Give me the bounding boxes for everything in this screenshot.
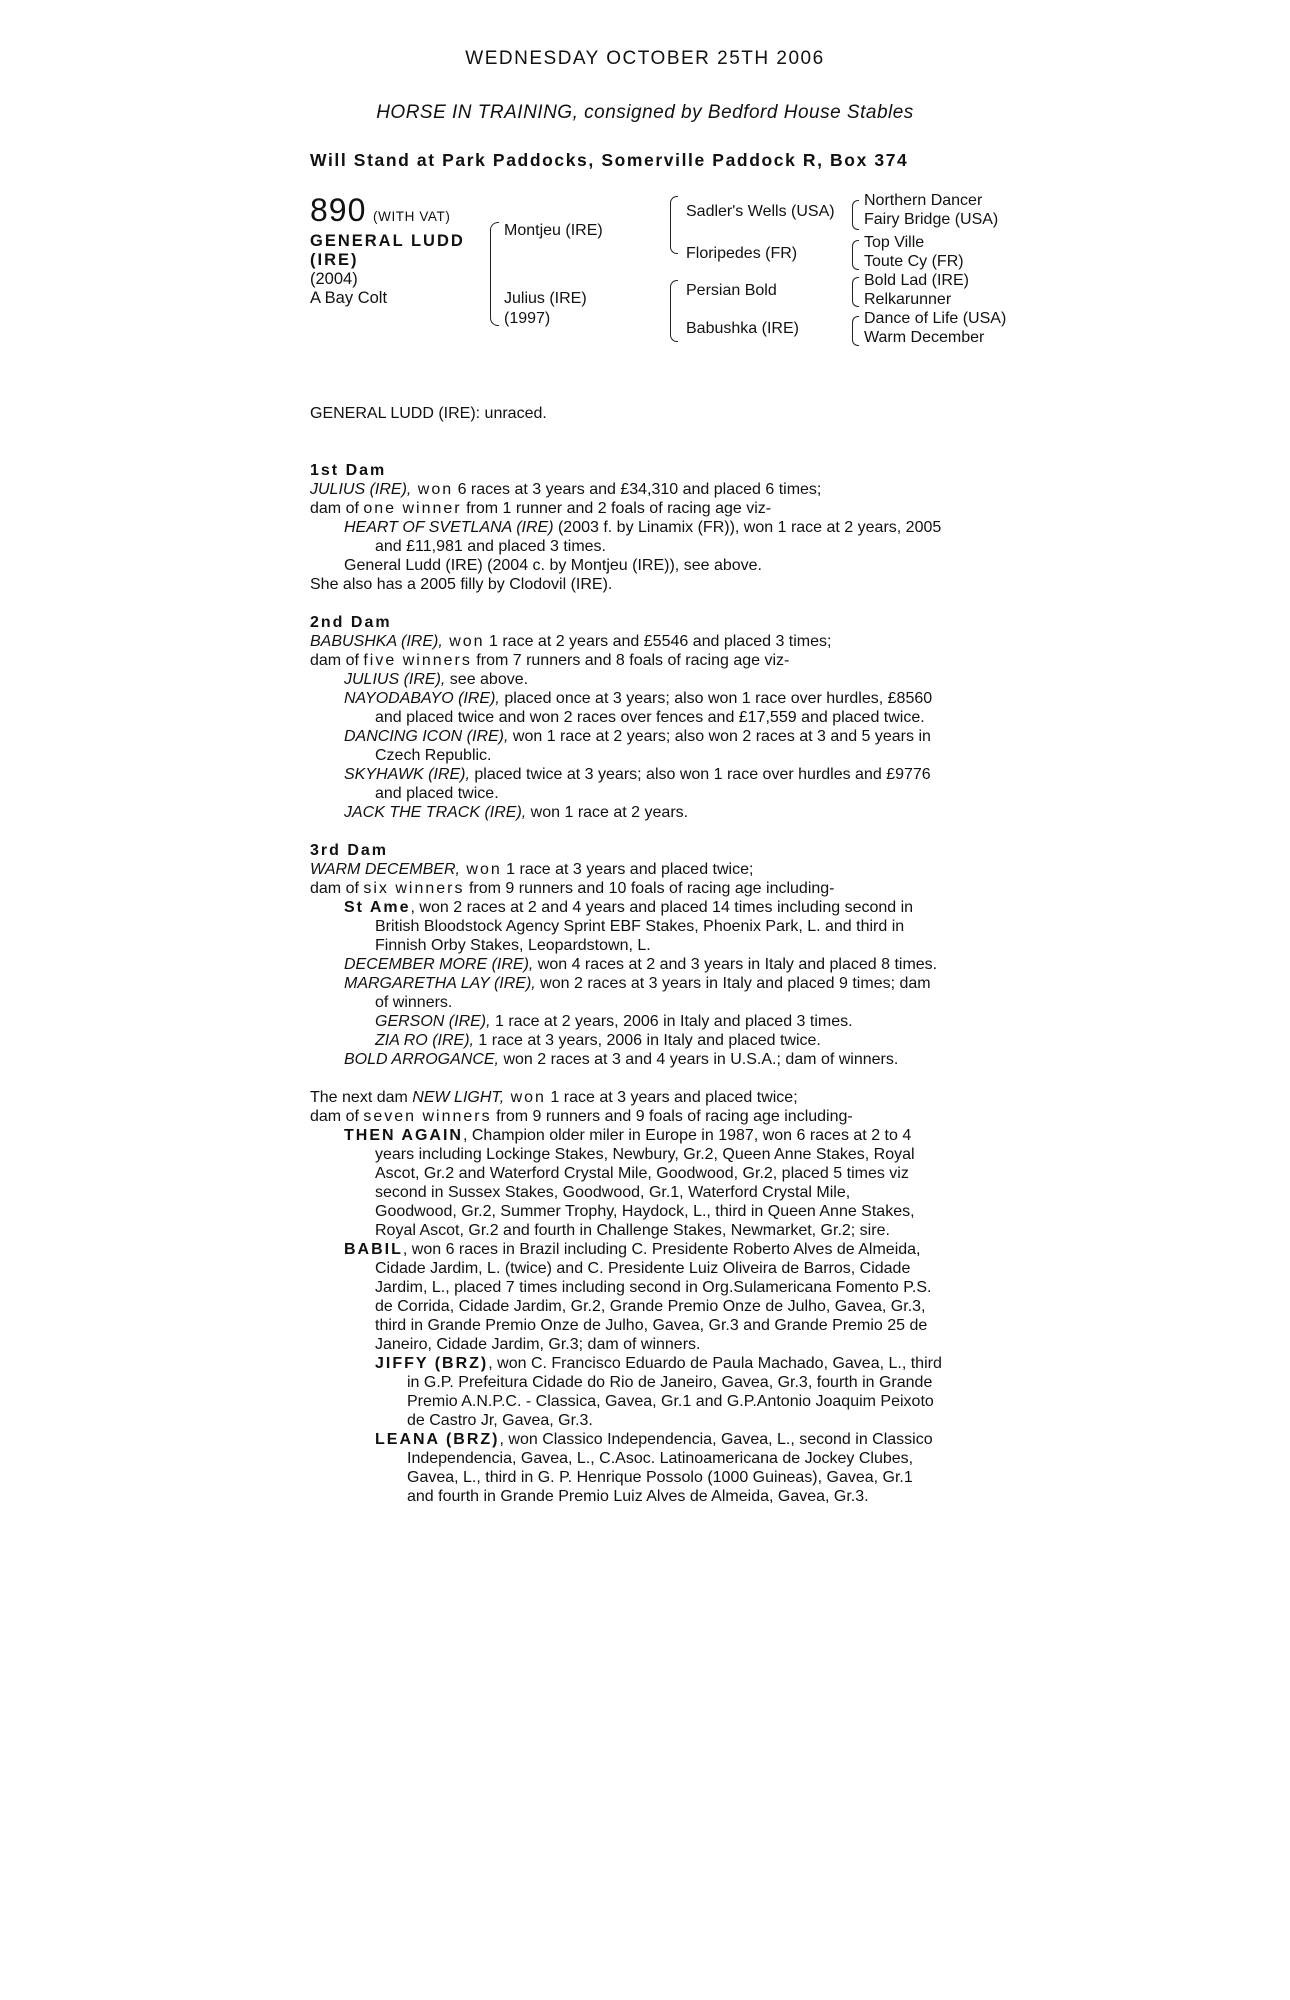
dam4-line: LEANA (BRZ), won Classico Independencia, Gavea, L., second in Classico	[375, 1431, 933, 1448]
dam3-line: BOLD ARROGANCE, won 2 races at 3 and 4 years in U.S.A.; dam of winners.	[344, 1051, 899, 1068]
dam2-line: SKYHAWK (IRE), placed twice at 3 years; also won 1 race over hurdles and £9776	[344, 766, 931, 783]
dam1-heading: 1st Dam	[310, 462, 387, 479]
dam4-line: Ascot, Gr.2 and Waterford Crystal Mile, Goodwood, Gr.2, placed 5 times viz	[375, 1165, 909, 1182]
pedigree-sdd: Toute Cy (FR)	[864, 253, 964, 270]
dam2-line: NAYODABAYO (IRE), placed once at 3 years; also won 1 race over hurdles, £8560	[344, 690, 933, 707]
pedigree-ssd: Fairy Bridge (USA)	[864, 211, 999, 228]
pedigree-sire-dam: Floripedes (FR)	[686, 245, 798, 262]
pedigree-dam-year: (1997)	[504, 310, 551, 327]
dam2-heading: 2nd Dam	[310, 614, 392, 631]
pedigree-dss: Bold Lad (IRE)	[864, 272, 969, 289]
dam4-line: Cidade Jardim, L. (twice) and C. Presidente Luiz Oliveira de Barros, Cidade	[375, 1260, 911, 1277]
pedigree-notes	[310, 404, 1010, 1506]
dam1-line: dam of one winner from 1 runner and 2 foals of racing age viz-	[310, 500, 772, 517]
dam3-line: British Bloodstock Agency Sprint EBF Stakes, Phoenix Park, L. and third in	[375, 918, 905, 935]
dam3-line: DECEMBER MORE (IRE), won 4 races at 2 and 3 years in Italy and placed 8 times.	[344, 956, 938, 973]
gen3-bracket-1	[852, 200, 859, 230]
dam2-line: JACK THE TRACK (IRE), won 1 race at 2 years.	[344, 804, 689, 821]
dam4-line: Premio A.N.P.C. - Classica, Gavea, Gr.1 and G.P.Antonio Joaquim Peixoto	[407, 1393, 934, 1410]
dam4-line: third in Grande Premio Onze de Julho, Gavea, Gr.3 and Grande Premio 25 de	[375, 1317, 928, 1334]
dam4-line: years including Lockinge Stakes, Newbury, Gr.2, Queen Anne Stakes, Royal	[375, 1146, 915, 1163]
dam3-line: MARGARETHA LAY (IRE), won 2 races at 3 years in Italy and placed 9 times; dam	[344, 975, 931, 992]
pedigree-dam: Julius (IRE)	[504, 290, 587, 307]
sale-date: WEDNESDAY OCTOBER 25TH 2006	[465, 48, 825, 69]
dam4-line: Janeiro, Cidade Jardim, Gr.3; dam of winners.	[375, 1336, 701, 1353]
dam-parents-bracket	[670, 280, 678, 342]
dam4-line: de Castro Jr, Gavea, Gr.3.	[407, 1412, 593, 1429]
pedigree-dsd: Relkarunner	[864, 291, 952, 308]
horse-name-line2: (IRE)	[310, 251, 359, 269]
dam4-line: Independencia, Gavea, L., C.Asoc. Latinoamericana de Jockey Clubes,	[407, 1450, 914, 1467]
gen3-bracket-3	[852, 277, 859, 307]
horse-info	[310, 270, 387, 308]
dam1-line: General Ludd (IRE) (2004 c. by Montjeu (IRE)), see above.	[344, 557, 762, 574]
dam4-line: second in Sussex Stakes, Goodwood, Gr.1, Waterford Crystal Mile,	[375, 1184, 851, 1201]
pedigree-sds: Top Ville	[864, 234, 925, 251]
dam3-line: St Ame, won 2 races at 2 and 4 years and placed 14 times including second in	[344, 899, 914, 916]
dam3-line: Finnish Orby Stakes, Leopardstown, L.	[375, 937, 651, 954]
dam4-line: in G.P. Prefeitura Cidade do Rio de Janeiro, Gavea, Gr.3, fourth in Grande	[407, 1374, 933, 1391]
dam3-line: WARM DECEMBER, won 1 race at 3 years and placed twice;	[310, 861, 754, 878]
dam2-line: and placed twice.	[375, 785, 499, 802]
lot-number: 890	[310, 192, 367, 228]
vat-note: (WITH VAT)	[373, 209, 451, 224]
pedigree-dam-sire: Persian Bold	[686, 282, 777, 299]
dam3-line: of winners.	[375, 994, 453, 1011]
dam4-line: and fourth in Grande Premio Luiz Alves de Almeida, Gavea, Gr.3.	[407, 1488, 869, 1505]
dam4-line: Royal Ascot, Gr.2 and fourth in Challenge Stakes, Newmarket, Gr.2; sire.	[375, 1222, 890, 1239]
stand-location: Will Stand at Park Paddocks, Somerville Paddock R, Box 374	[310, 150, 909, 170]
dam3-line: dam of six winners from 9 runners and 10 foals of racing age including-	[310, 880, 835, 897]
dam3-heading: 3rd Dam	[310, 842, 389, 859]
dam2-line: DANCING ICON (IRE), won 1 race at 2 years; also won 2 races at 3 and 5 years in	[344, 728, 931, 745]
dam4-line: JIFFY (BRZ), won C. Francisco Eduardo de Paula Machado, Gavea, L., third	[375, 1355, 942, 1372]
gen3-bracket-2	[852, 240, 859, 270]
sire-dam-bracket	[490, 222, 499, 326]
pedigree-sss: Northern Dancer	[864, 192, 983, 209]
dam4-line: Gavea, L., third in G. P. Henrique Possolo (1000 Guineas), Gavea, Gr.1	[407, 1469, 913, 1486]
dam4-line: BABIL, won 6 races in Brazil including C. Presidente Roberto Alves de Almeida,	[344, 1241, 921, 1258]
dam1-line: She also has a 2005 filly by Clodovil (IRE).	[310, 576, 613, 593]
foaling-year: (2004)	[310, 270, 358, 288]
dam4-line: Jardim, L., placed 7 times including second in Org.Sulamericana Fomento P.S.	[375, 1279, 932, 1296]
horse-description: A Bay Colt	[310, 289, 388, 307]
dam2-line: and placed twice and won 2 races over fences and £17,559 and placed twice.	[375, 709, 925, 726]
gen3-bracket-4	[852, 316, 859, 346]
dam2-line: JULIUS (IRE), see above.	[344, 671, 529, 688]
horse-name	[310, 232, 465, 270]
pedigree-sire: Montjeu (IRE)	[504, 222, 603, 239]
dam2-line: Czech Republic.	[375, 747, 492, 764]
dam4-line: THEN AGAIN, Champion older miler in Europe in 1987, won 6 races at 2 to 4	[344, 1127, 912, 1144]
pedigree-dds: Dance of Life (USA)	[864, 310, 1007, 327]
dam1-line: and £11,981 and placed 3 times.	[375, 538, 606, 555]
dam2-line: BABUSHKA (IRE), won 1 race at 2 years and £5546 and placed 3 times;	[310, 633, 832, 650]
dam4-line: Goodwood, Gr.2, Summer Trophy, Haydock, L., third in Queen Anne Stakes,	[375, 1203, 915, 1220]
dam1-line: HEART OF SVETLANA (IRE) (2003 f. by Linamix (FR)), won 1 race at 2 years, 2005	[344, 519, 942, 536]
sire-parents-bracket	[670, 196, 678, 254]
pedigree-ddd: Warm December	[864, 329, 985, 346]
pedigree-sire-sire: Sadler's Wells (USA)	[686, 203, 835, 220]
consignment-line: HORSE IN TRAINING, consigned by Bedford House Stables	[376, 102, 914, 123]
dam2-line: dam of five winners from 7 runners and 8 foals of racing age viz-	[310, 652, 790, 669]
dam4-line: The next dam NEW LIGHT, won 1 race at 3 years and placed twice;	[310, 1089, 798, 1106]
dam4-line: de Corrida, Cidade Jardim, Gr.2, Grande Premio Onze de Julho, Gavea, Gr.3,	[375, 1298, 926, 1315]
pedigree-dam-dam: Babushka (IRE)	[686, 320, 799, 337]
race-summary: GENERAL LUDD (IRE): unraced.	[310, 405, 547, 422]
dam3-line: GERSON (IRE), 1 race at 2 years, 2006 in Italy and placed 3 times.	[375, 1013, 853, 1030]
dam3-line: ZIA RO (IRE), 1 race at 3 years, 2006 in Italy and placed twice.	[375, 1032, 821, 1049]
dam4-line: dam of seven winners from 9 runners and 9 foals of racing age including-	[310, 1108, 853, 1125]
dam1-line: JULIUS (IRE), won 6 races at 3 years and £34,310 and placed 6 times;	[310, 481, 822, 498]
horse-name-line1: GENERAL LUDD	[310, 232, 465, 250]
